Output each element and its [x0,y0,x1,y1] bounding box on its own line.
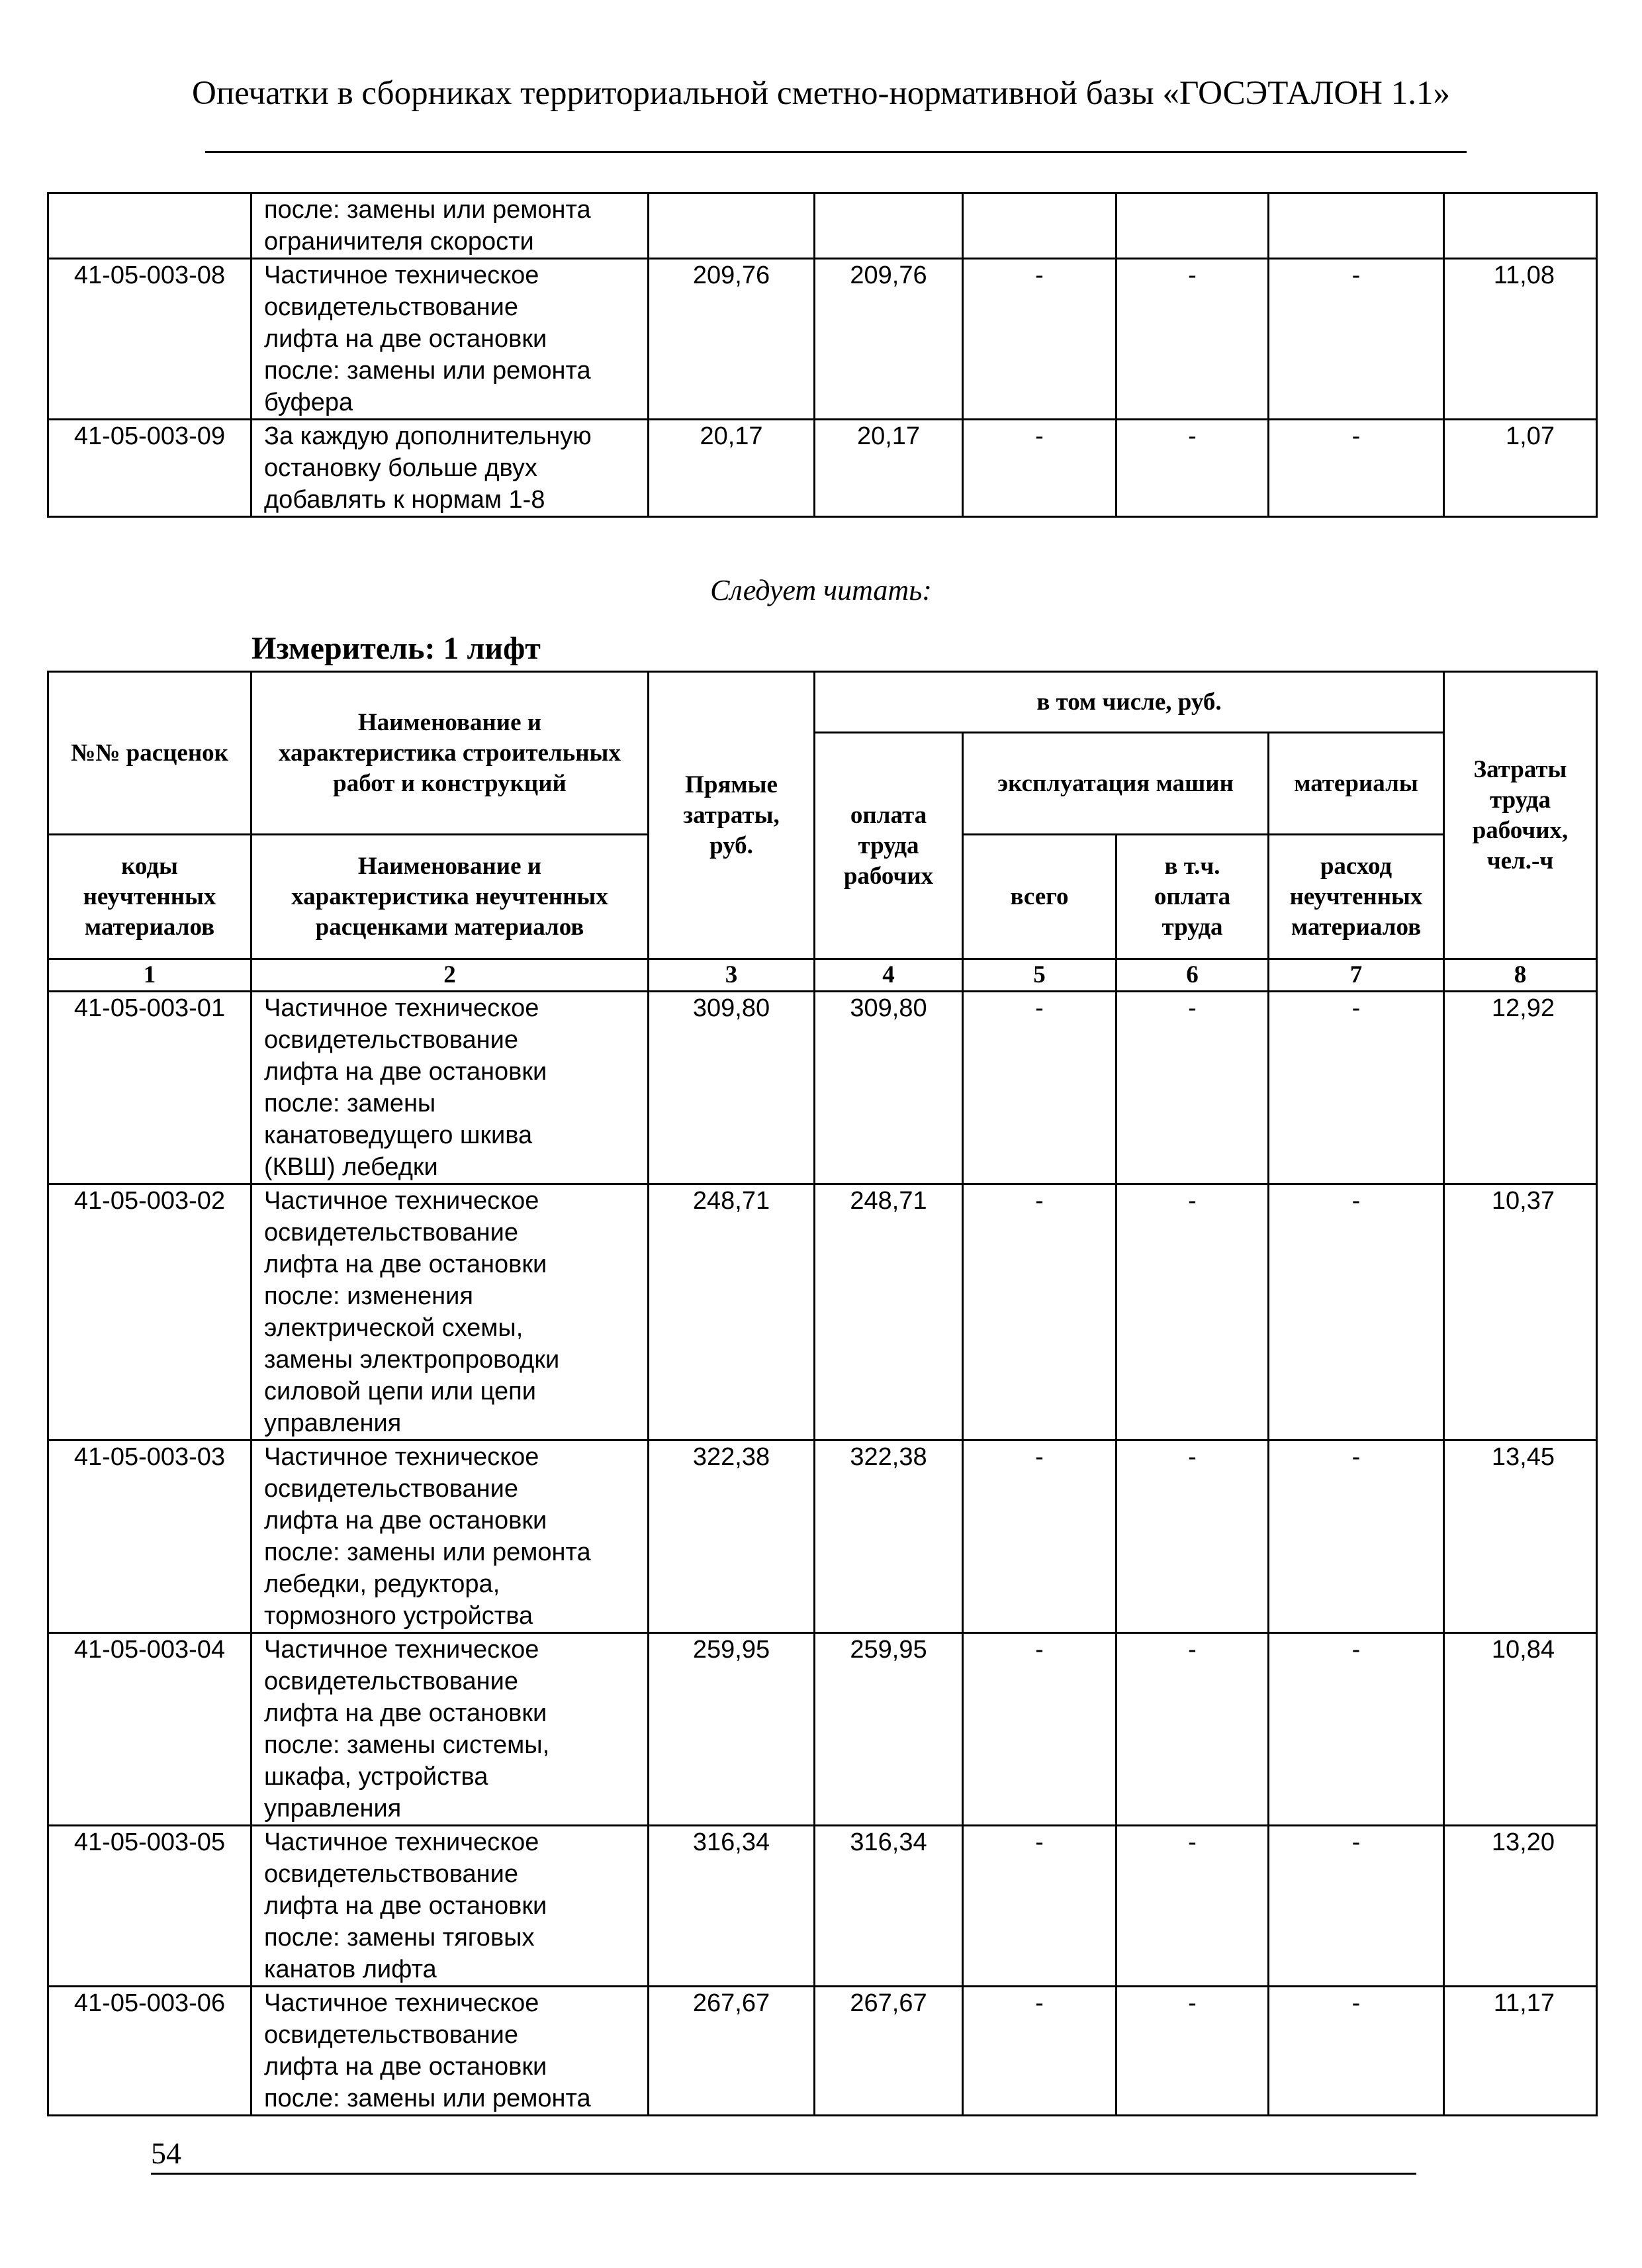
materials-consumption: - [1269,1633,1444,1826]
machine-total: - [963,1826,1117,1987]
table-row [48,1184,1597,1441]
wage-costs: 209,76 [815,259,963,420]
labor-costs: 13,45 [1444,1441,1597,1633]
direct-costs: 267,67 [649,1987,815,2116]
header-labor-costs: Затраты труда рабочих, чел.-ч [1444,672,1597,959]
labor-costs [1444,193,1597,259]
rate-description [251,1633,649,1826]
materials-consumption: - [1269,1184,1444,1441]
description-line: управления [264,1409,402,1437]
description-line: освидетельствование [264,1860,518,1888]
direct-costs: 316,34 [649,1826,815,1987]
column-number: 5 [963,959,1117,992]
column-number-row [48,959,1597,992]
description-line: после: замены или ремонта [264,196,591,224]
machine-total: - [963,1184,1117,1441]
description-line: лифта на две остановки [264,325,547,353]
description-line: освидетельствование [264,1219,518,1247]
description-line: остановку больше двух [264,454,537,482]
description-line: освидетельствование [264,293,518,321]
labor-costs: 1,07 [1444,420,1597,517]
description-line: после: изменения [264,1282,473,1310]
machine-total: - [963,1633,1117,1826]
column-number: 4 [815,959,963,992]
labor-costs: 13,20 [1444,1826,1597,1987]
header-materials: материалы [1269,733,1444,835]
column-number: 2 [251,959,649,992]
table-row [48,193,1597,259]
description-line: лифта на две остановки [264,1251,547,1278]
table-row [48,1441,1597,1633]
description-line: канатоведущего шкива [264,1121,533,1149]
description-line: лифта на две остановки [264,1507,547,1535]
header-machine-wage: в т.ч. оплата труда [1117,835,1269,959]
wage-costs: 309,80 [815,992,963,1184]
machine-wage: - [1117,1441,1269,1633]
rate-description [251,1441,649,1633]
description-line: замены электропроводки [264,1346,560,1374]
continued-rates-table [47,192,1598,518]
table-row [48,259,1597,420]
wage-costs [815,193,963,259]
rate-description [251,259,649,420]
description-line: освидетельствование [264,2021,518,2049]
rate-description [251,1826,649,1987]
table-row [48,1633,1597,1826]
description-line: Частичное техническое [264,1989,539,2017]
machine-wage: - [1117,259,1269,420]
rate-code: 41-05-003-03 [48,1441,251,1633]
rate-description [251,1184,649,1441]
description-line: освидетельствование [264,1475,518,1503]
machine-total: - [963,992,1117,1184]
wage-costs: 248,71 [815,1184,963,1441]
machine-total: - [963,1441,1117,1633]
rate-description [251,193,649,259]
machine-wage: - [1117,420,1269,517]
rate-code: 41-05-003-04 [48,1633,251,1826]
rate-code [48,193,251,259]
wage-costs: 322,38 [815,1441,963,1633]
description-line: (КВШ) лебедки [264,1153,438,1181]
machine-wage [1117,193,1269,259]
rate-description [251,420,649,517]
rate-code: 41-05-003-08 [48,259,251,420]
header-wage: оплата труда рабочих [815,733,963,959]
column-number: 3 [649,959,815,992]
materials-consumption: - [1269,259,1444,420]
direct-costs: 322,38 [649,1441,815,1633]
description-line: лифта на две остановки [264,1699,547,1727]
rate-code: 41-05-003-02 [48,1184,251,1441]
description-line: ограничителя скорости [264,228,534,256]
machine-total: - [963,259,1117,420]
labor-costs: 12,92 [1444,992,1597,1184]
description-line: после: замены тяговых [264,1924,535,1952]
description-line: Частичное техническое [264,994,539,1022]
table-row [48,1826,1597,1987]
header-code-sub: коды неучтенных материалов [48,835,251,959]
column-number: 6 [1117,959,1269,992]
machine-total: - [963,1987,1117,2116]
description-line: лифта на две остановки [264,1892,547,1920]
labor-costs: 10,84 [1444,1633,1597,1826]
wage-costs: 20,17 [815,420,963,517]
footer-divider [151,2173,1416,2175]
rate-code: 41-05-003-05 [48,1826,251,1987]
description-line: Частичное техническое [264,1636,539,1664]
rate-code: 41-05-003-09 [48,420,251,517]
page-title: Опечатки в сборниках территориальной сметно-нормативной базы «ГОСЭТАЛОН 1.1» [192,75,1450,112]
materials-consumption: - [1269,420,1444,517]
machine-wage: - [1117,1184,1269,1441]
direct-costs: 259,95 [649,1633,815,1826]
materials-consumption: - [1269,1987,1444,2116]
description-line: после: замены [264,1090,436,1117]
read-as-caption: Следует читать: [710,574,932,606]
machine-wage: - [1117,992,1269,1184]
materials-consumption: - [1269,992,1444,1184]
wage-costs: 267,67 [815,1987,963,2116]
machine-total [963,193,1117,259]
machine-wage: - [1117,1826,1269,1987]
description-line: шкафа, устройства [264,1763,488,1791]
column-number: 8 [1444,959,1597,992]
description-line: после: замены или ремонта [264,1538,591,1566]
machine-wage: - [1117,1987,1269,2116]
header-including: в том числе, руб. [815,672,1444,733]
description-line: Частичное техническое [264,1187,539,1215]
machine-total: - [963,420,1117,517]
header-machine-total: всего [963,835,1117,959]
direct-costs [649,193,815,259]
description-line: лебедки, редуктора, [264,1570,500,1598]
description-line: освидетельствование [264,1668,518,1695]
header-machines: эксплуатация машин [963,733,1269,835]
wage-costs: 316,34 [815,1826,963,1987]
description-line: буфера [264,389,353,416]
description-line: лифта на две остановки [264,2053,547,2081]
rate-code: 41-05-003-06 [48,1987,251,2116]
table-row [48,992,1597,1184]
description-line: добавлять к нормам 1-8 [264,486,545,514]
header-name: Наименование и характеристика строительных работ и конструкций [251,672,649,835]
labor-costs: 11,08 [1444,259,1597,420]
rates-table [47,671,1598,2116]
column-number: 7 [1269,959,1444,992]
materials-consumption [1269,193,1444,259]
description-line: управления [264,1795,402,1822]
description-line: электрической схемы, [264,1314,524,1342]
direct-costs: 248,71 [649,1184,815,1441]
table-row [48,1987,1597,2116]
rate-description [251,992,649,1184]
wage-costs: 259,95 [815,1633,963,1826]
description-line: после: замены или ремонта [264,357,591,385]
direct-costs: 20,17 [649,420,815,517]
table-row [48,420,1597,517]
measure-unit-label: Измеритель: 1 лифт [251,631,541,666]
header-name-sub: Наименование и характеристика неучтенных расценками материалов [251,835,649,959]
description-line: За каждую дополнительную [264,422,592,450]
header-materials-sub: расход неучтенных материалов [1269,835,1444,959]
description-line: Частичное техническое [264,261,539,289]
materials-consumption: - [1269,1441,1444,1633]
labor-costs: 11,17 [1444,1987,1597,2116]
page-number: 54 [151,2136,181,2170]
header-code: №№ расценок [48,672,251,835]
description-line: Частичное техническое [264,1443,539,1471]
header-direct-costs: Прямые затраты, руб. [649,672,815,959]
machine-wage: - [1117,1633,1269,1826]
column-number: 1 [48,959,251,992]
rate-description [251,1987,649,2116]
description-line: освидетельствование [264,1026,518,1054]
description-line: силовой цепи или цепи [264,1378,536,1405]
direct-costs: 209,76 [649,259,815,420]
labor-costs: 10,37 [1444,1184,1597,1441]
description-line: тормозного устройства [264,1602,533,1630]
description-line: лифта на две остановки [264,1058,547,1086]
description-line: Частичное техническое [264,1828,539,1856]
description-line: после: замены или ремонта [264,2085,591,2112]
title-divider [205,151,1467,153]
rate-code: 41-05-003-01 [48,992,251,1184]
direct-costs: 309,80 [649,992,815,1184]
description-line: канатов лифта [264,1956,437,1983]
materials-consumption: - [1269,1826,1444,1987]
description-line: после: замены системы, [264,1731,550,1759]
